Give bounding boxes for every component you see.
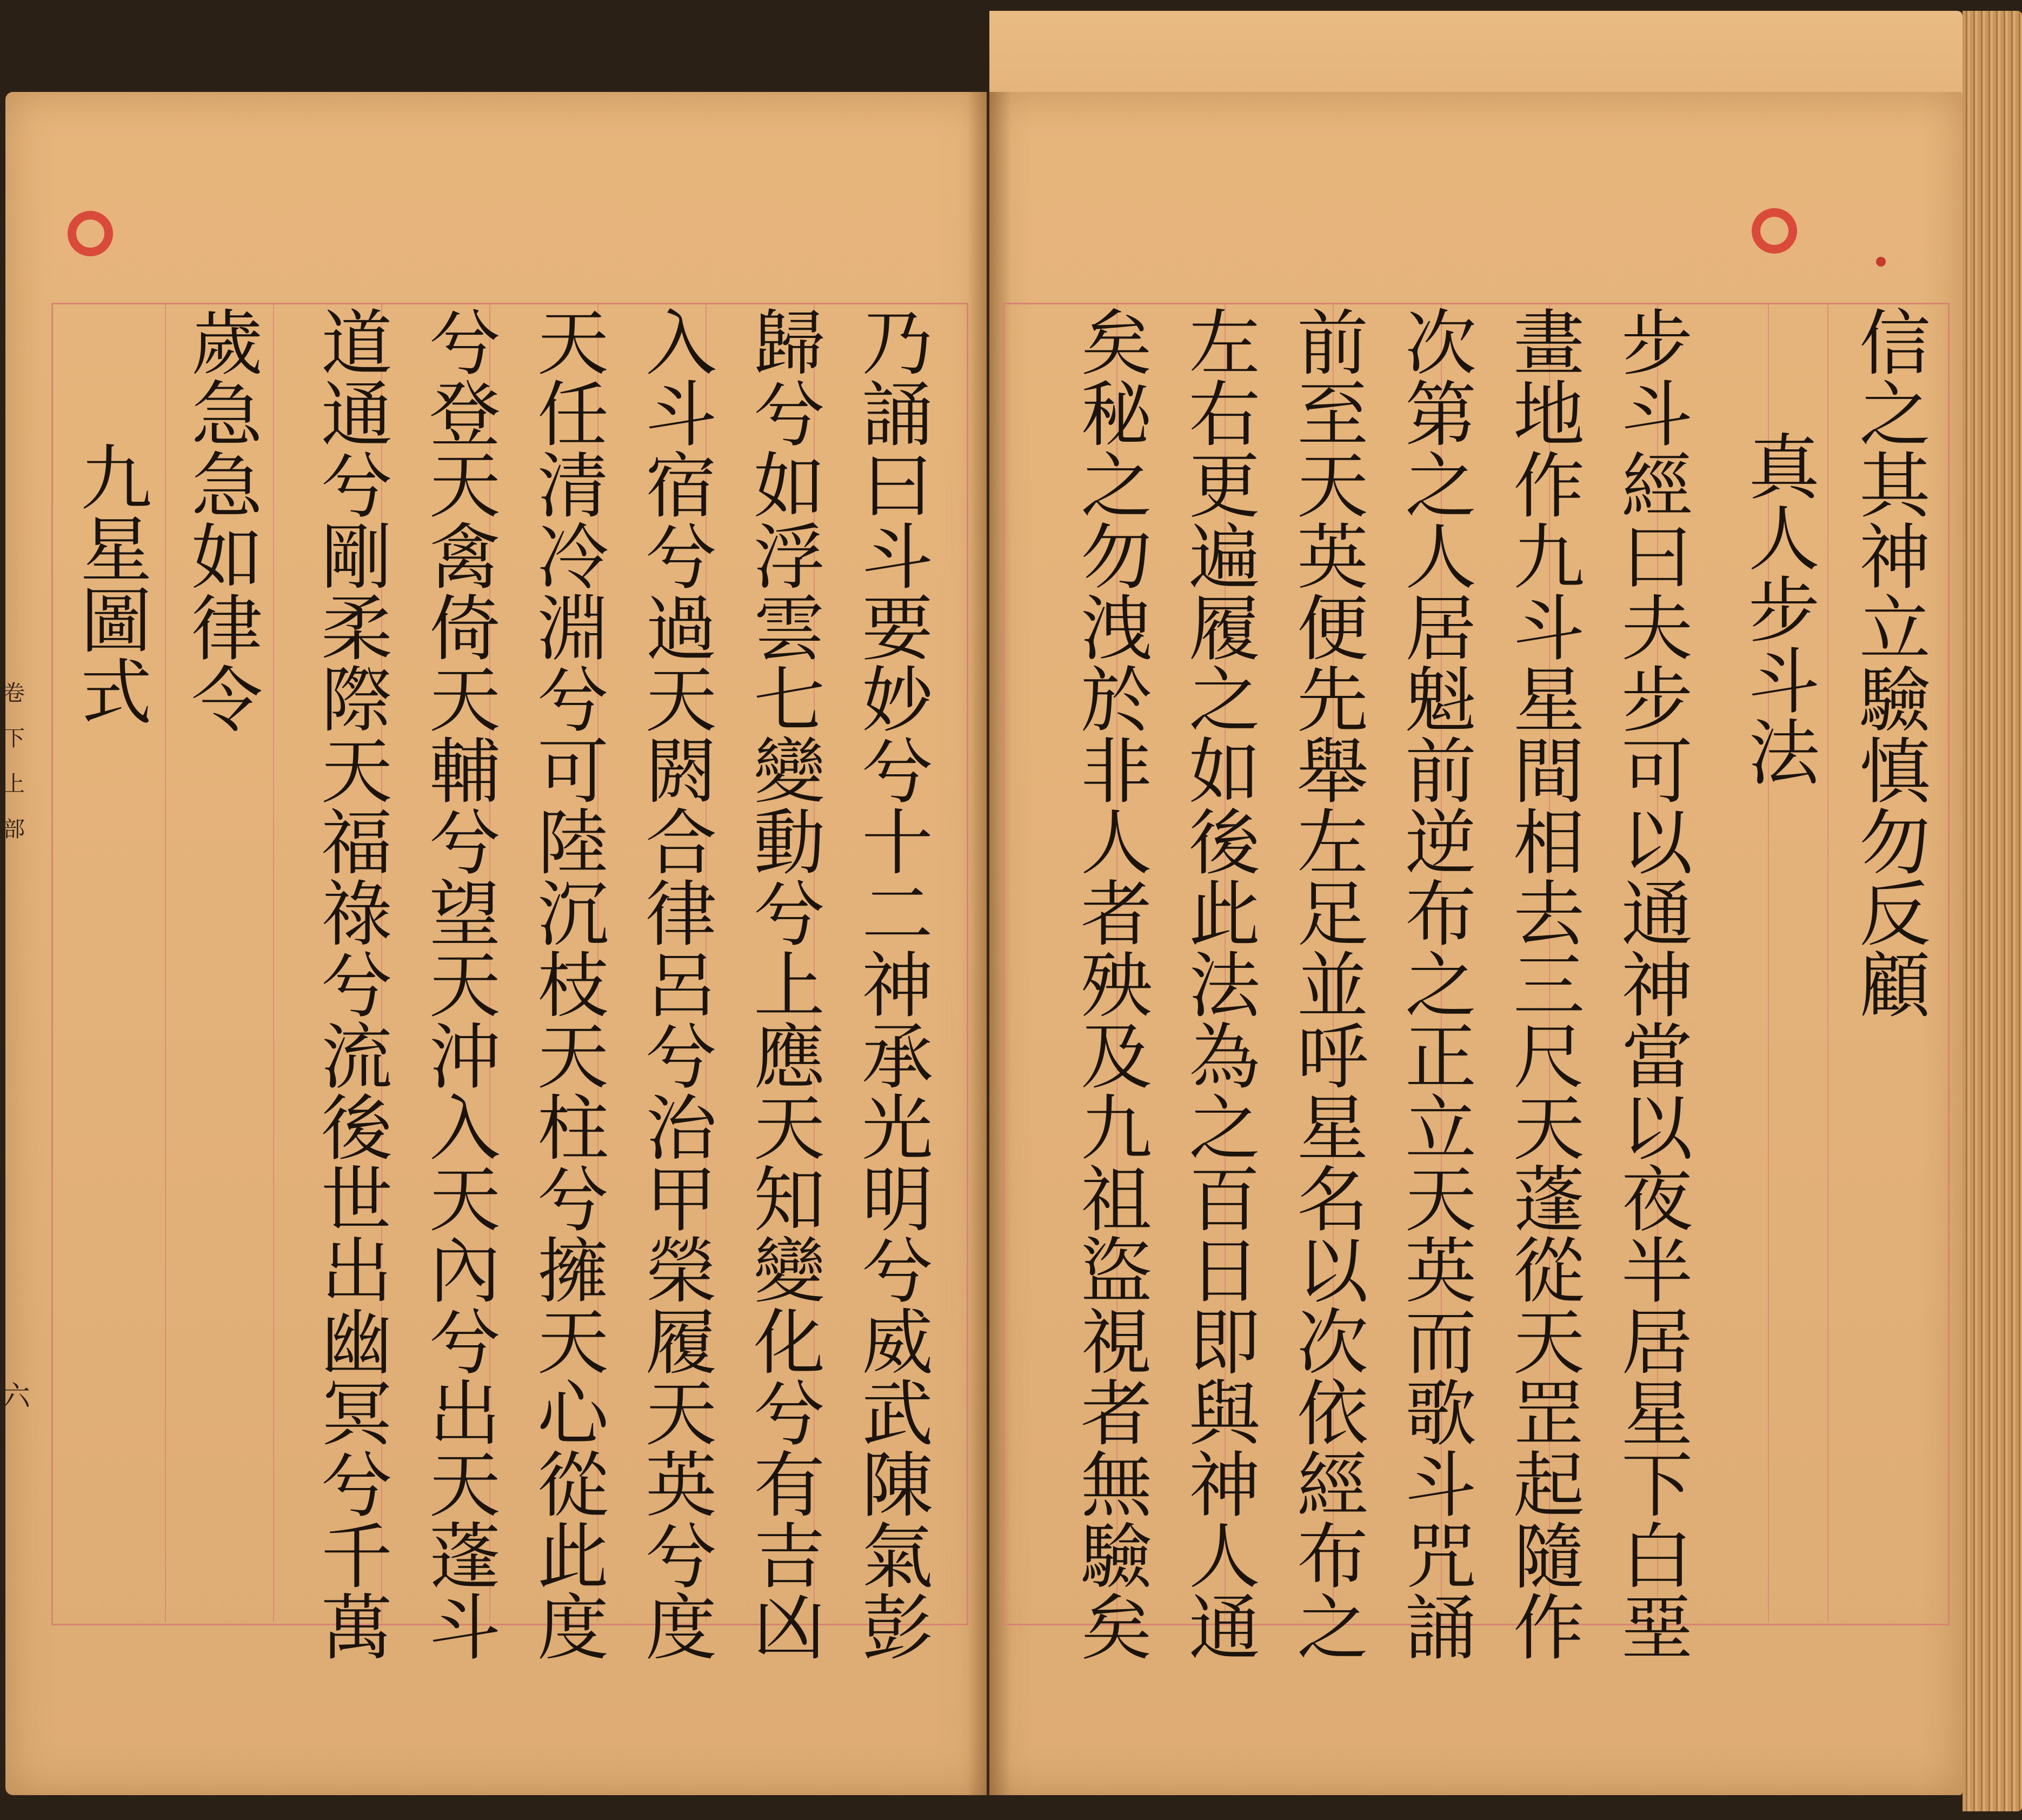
- glyph: 甲: [646, 1159, 717, 1242]
- glyph: 兮: [321, 445, 393, 528]
- glyph: 榮: [646, 1230, 717, 1313]
- glyph: 兮: [429, 802, 501, 885]
- glyph: 陸: [537, 802, 609, 885]
- glyph: 魁: [1405, 659, 1476, 742]
- glyph: 通: [1621, 873, 1693, 957]
- glyph: 驗: [1859, 659, 1931, 742]
- glyph: 吉: [754, 1516, 825, 1599]
- glyph: 履: [646, 1301, 717, 1385]
- glyph: 第: [1405, 374, 1476, 457]
- glyph: 冷: [537, 516, 609, 600]
- red-seal-mark: [1752, 208, 1797, 254]
- red-seal-mark: [68, 211, 113, 256]
- glyph: 下: [1621, 1444, 1693, 1527]
- glyph: 福: [321, 802, 393, 885]
- glyph: 呼: [1297, 1016, 1368, 1099]
- glyph: 殃: [1081, 945, 1152, 1028]
- glyph: 斗: [429, 1587, 501, 1670]
- glyph: 堊: [1621, 1587, 1693, 1670]
- glyph: 後: [1189, 802, 1260, 885]
- glyph: 式: [81, 652, 152, 735]
- glyph: 武: [862, 1373, 933, 1456]
- glyph: 清: [537, 445, 609, 528]
- glyph: 變: [754, 1230, 825, 1313]
- glyph: 歲: [191, 302, 263, 386]
- glyph: 通: [1189, 1587, 1260, 1670]
- glyph: 兮: [646, 516, 717, 600]
- glyph: 彭: [862, 1587, 933, 1670]
- glyph: 步: [1748, 569, 1820, 653]
- page-edges: [1963, 11, 2022, 1811]
- glyph: 勿: [1081, 516, 1152, 600]
- glyph: 兮: [754, 1373, 825, 1456]
- glyph: 流: [321, 1016, 393, 1099]
- glyph: 陳: [862, 1444, 933, 1527]
- glyph: 歌: [1405, 1373, 1476, 1456]
- glyph: 從: [1513, 1230, 1585, 1313]
- glyph: 要: [862, 588, 933, 671]
- glyph: 之: [1189, 659, 1260, 742]
- glyph: 天: [646, 1373, 717, 1456]
- folio-number: 六: [2, 1380, 31, 1413]
- glyph: 即: [1189, 1301, 1260, 1385]
- glyph: 登: [429, 374, 501, 457]
- glyph: 兮: [646, 1016, 717, 1099]
- glyph: 矣: [1081, 1587, 1152, 1670]
- glyph: 二: [862, 873, 933, 957]
- glyph: 入: [646, 302, 717, 386]
- glyph: 左: [1297, 802, 1368, 885]
- glyph: 盜: [1081, 1230, 1152, 1313]
- glyph: 足: [1297, 873, 1368, 957]
- glyph: 明: [862, 1159, 933, 1242]
- glyph: 白: [1621, 1516, 1693, 1599]
- glyph: 英: [1405, 1230, 1476, 1313]
- glyph: 舉: [1297, 730, 1368, 814]
- left-col-7: [173, 302, 281, 742]
- glyph: 出: [429, 1373, 501, 1456]
- glyph: 凶: [754, 1587, 825, 1670]
- glyph: 天: [537, 1301, 609, 1385]
- left-col-3: [627, 302, 735, 1670]
- glyph: 斗: [1405, 1444, 1476, 1527]
- glyph: 隨: [1513, 1516, 1585, 1599]
- glyph: 從: [537, 1444, 609, 1527]
- glyph: 名: [1297, 1159, 1368, 1242]
- glyph: 非: [1081, 730, 1152, 814]
- glyph: 神: [862, 945, 933, 1028]
- glyph: 浮: [754, 516, 825, 600]
- glyph: 神: [1189, 1444, 1260, 1527]
- red-ink-dot: [1876, 257, 1886, 267]
- glyph: 立: [1859, 588, 1931, 671]
- glyph: 人: [1748, 498, 1820, 581]
- glyph: 承: [862, 1016, 933, 1099]
- glyph: 度: [646, 1587, 717, 1670]
- glyph: 倚: [429, 588, 501, 671]
- glyph: 氣: [862, 1516, 933, 1599]
- glyph: 夫: [1621, 588, 1693, 671]
- glyph: 上: [754, 945, 825, 1028]
- glyph: 九: [1513, 516, 1585, 600]
- glyph: 之: [1405, 445, 1476, 528]
- glyph: 治: [646, 1087, 717, 1171]
- glyph: 三: [1513, 945, 1585, 1028]
- glyph: 出: [321, 1230, 393, 1313]
- glyph: 曰: [862, 445, 933, 528]
- glyph: 無: [1081, 1444, 1152, 1527]
- glyph: 下: [3, 726, 25, 751]
- glyph: 神: [1621, 945, 1693, 1028]
- glyph: 應: [754, 1016, 825, 1099]
- glyph: 作: [1513, 445, 1585, 528]
- glyph: 上: [3, 772, 25, 796]
- glyph: 如: [754, 445, 825, 528]
- glyph: 便: [1297, 588, 1368, 671]
- glyph: 起: [1513, 1444, 1585, 1527]
- glyph: 輔: [429, 730, 501, 814]
- glyph: 星: [1621, 1373, 1693, 1456]
- glyph: 及: [1081, 1016, 1152, 1099]
- glyph: 秘: [1081, 374, 1152, 457]
- glyph: 此: [1189, 873, 1260, 957]
- glyph: 九: [1081, 1087, 1152, 1171]
- glyph: 先: [1297, 659, 1368, 742]
- glyph: 天: [754, 1087, 825, 1171]
- glyph: 勿: [1859, 802, 1931, 885]
- glyph: 天: [429, 445, 501, 528]
- right-col-8: [1062, 302, 1170, 1670]
- glyph: 變: [754, 730, 825, 814]
- glyph: 動: [754, 802, 825, 885]
- glyph: 以: [1621, 1087, 1693, 1171]
- glyph: 斗: [1621, 374, 1693, 457]
- glyph: 作: [1513, 1587, 1585, 1670]
- glyph: 夜: [1621, 1159, 1693, 1242]
- glyph: 兮: [537, 1159, 609, 1242]
- glyph: 萬: [321, 1587, 393, 1670]
- glyph: 星: [81, 509, 152, 592]
- glyph: 天: [429, 1159, 501, 1242]
- glyph: 日: [1189, 1230, 1260, 1313]
- glyph: 去: [1513, 873, 1585, 957]
- glyph: 慎: [1859, 730, 1931, 814]
- glyph: 雲: [754, 588, 825, 671]
- glyph: 顧: [1859, 945, 1931, 1028]
- glyph: 履: [1189, 588, 1260, 671]
- glyph: 之: [1297, 1587, 1368, 1670]
- glyph: 心: [537, 1373, 609, 1456]
- glyph: 驗: [1081, 1516, 1152, 1599]
- right-col-2-heading: [1730, 427, 1838, 795]
- glyph: 天: [429, 659, 501, 742]
- glyph: 柔: [321, 588, 393, 671]
- glyph: 兮: [321, 945, 393, 1028]
- glyph: 幽: [321, 1301, 393, 1385]
- glyph: 兮: [429, 302, 501, 386]
- glyph: 天: [646, 659, 717, 742]
- glyph: 律: [646, 873, 717, 957]
- glyph: 千: [321, 1516, 393, 1599]
- glyph: 淵: [537, 588, 609, 671]
- glyph: 洩: [1081, 588, 1152, 671]
- right-col-7: [1170, 302, 1279, 1670]
- glyph: 天: [1513, 1301, 1585, 1385]
- glyph: 兮: [862, 730, 933, 814]
- glyph: 地: [1513, 374, 1585, 457]
- glyph: 之: [1081, 445, 1152, 528]
- glyph: 經: [1297, 1444, 1368, 1527]
- glyph: 而: [1405, 1301, 1476, 1385]
- glyph: 誦: [1405, 1587, 1476, 1670]
- glyph: 逆: [1405, 802, 1476, 885]
- glyph: 圖: [81, 580, 152, 663]
- glyph: 誦: [862, 374, 933, 457]
- left-col-2: [735, 302, 843, 1670]
- glyph: 者: [1081, 873, 1152, 957]
- glyph: 星: [1297, 1087, 1368, 1171]
- left-col-1: [843, 302, 952, 1670]
- glyph: 正: [1405, 1016, 1476, 1099]
- glyph: 百: [1189, 1159, 1260, 1242]
- chapter-margin-label: [2, 670, 26, 852]
- glyph: 部: [3, 817, 25, 842]
- glyph: 天: [429, 945, 501, 1028]
- glyph: 禽: [429, 516, 501, 600]
- glyph: 有: [754, 1444, 825, 1527]
- glyph: 罡: [1513, 1373, 1585, 1456]
- glyph: 前: [1405, 730, 1476, 814]
- glyph: 法: [1189, 945, 1260, 1028]
- glyph: 急: [191, 445, 263, 528]
- glyph: 真: [1748, 427, 1820, 510]
- glyph: 合: [646, 802, 717, 885]
- glyph: 沖: [429, 1016, 501, 1099]
- glyph: 反: [1859, 873, 1931, 957]
- glyph: 布: [1405, 873, 1476, 957]
- glyph: 次: [1405, 302, 1476, 386]
- glyph: 歸: [754, 302, 825, 386]
- glyph: 英: [1297, 516, 1368, 600]
- glyph: 布: [1297, 1516, 1368, 1599]
- glyph: 九: [81, 437, 152, 521]
- glyph: 天: [429, 1444, 501, 1527]
- glyph: 天: [321, 730, 393, 814]
- glyph: 人: [1405, 516, 1476, 600]
- glyph: 祿: [321, 873, 393, 957]
- glyph: 斗: [1513, 588, 1585, 671]
- glyph: 以: [1297, 1230, 1368, 1313]
- left-col-8-heading: [62, 437, 170, 735]
- glyph: 左: [1189, 302, 1260, 386]
- glyph: 斗: [1748, 641, 1820, 724]
- glyph: 其: [1859, 445, 1931, 528]
- glyph: 兮: [537, 659, 609, 742]
- glyph: 立: [1405, 1087, 1476, 1171]
- glyph: 居: [1621, 1301, 1693, 1385]
- glyph: 可: [537, 730, 609, 814]
- glyph: 如: [191, 516, 263, 600]
- glyph: 天: [1513, 1087, 1585, 1171]
- glyph: 枝: [537, 945, 609, 1028]
- glyph: 與: [1189, 1373, 1260, 1456]
- glyph: 經: [1621, 445, 1693, 528]
- glyph: 步: [1621, 659, 1693, 742]
- glyph: 沉: [537, 873, 609, 957]
- glyph: 於: [1081, 659, 1152, 742]
- glyph: 威: [862, 1301, 933, 1385]
- glyph: 當: [1621, 1016, 1693, 1099]
- glyph: 神: [1859, 516, 1931, 600]
- glyph: 斗: [646, 374, 717, 457]
- glyph: 之: [1405, 945, 1476, 1028]
- glyph: 之: [1189, 1087, 1260, 1171]
- glyph: 過: [646, 588, 717, 671]
- glyph: 法: [1748, 712, 1820, 795]
- glyph: 人: [1189, 1516, 1260, 1599]
- right-col-5: [1387, 302, 1495, 1670]
- glyph: 曰: [1621, 516, 1693, 600]
- glyph: 世: [321, 1159, 393, 1242]
- glyph: 可: [1621, 730, 1693, 814]
- glyph: 急: [191, 374, 263, 457]
- glyph: 通: [321, 374, 393, 457]
- glyph: 七: [754, 659, 825, 742]
- glyph: 星: [1513, 659, 1585, 742]
- glyph: 乃: [862, 302, 933, 386]
- glyph: 天: [537, 1016, 609, 1099]
- glyph: 之: [1859, 374, 1931, 457]
- glyph: 知: [754, 1159, 825, 1242]
- glyph: 剛: [321, 516, 393, 600]
- glyph: 兮: [754, 374, 825, 457]
- glyph: 兮: [862, 1230, 933, 1313]
- glyph: 為: [1189, 1016, 1260, 1099]
- glyph: 居: [1405, 588, 1476, 671]
- glyph: 擁: [537, 1230, 609, 1313]
- glyph: 際: [321, 659, 393, 742]
- glyph: 祖: [1081, 1159, 1152, 1242]
- glyph: 度: [537, 1587, 609, 1670]
- glyph: 後: [321, 1087, 393, 1171]
- glyph: 人: [1081, 802, 1152, 885]
- glyph: 以: [1621, 802, 1693, 885]
- glyph: 令: [191, 659, 263, 742]
- glyph: 者: [1081, 1373, 1152, 1456]
- glyph: 天: [1405, 1159, 1476, 1242]
- glyph: 遍: [1189, 516, 1260, 600]
- glyph: 右: [1189, 374, 1260, 457]
- glyph: 依: [1297, 1373, 1368, 1456]
- glyph: 前: [1297, 302, 1368, 386]
- glyph: 間: [1513, 730, 1585, 814]
- glyph: 次: [1297, 1301, 1368, 1385]
- glyph: 兮: [429, 1301, 501, 1385]
- glyph: 兮: [754, 873, 825, 957]
- glyph: 光: [862, 1087, 933, 1171]
- glyph: 入: [429, 1087, 501, 1171]
- glyph: 天: [1297, 445, 1368, 528]
- glyph: 尺: [1513, 1016, 1585, 1099]
- glyph: 半: [1621, 1230, 1693, 1313]
- glyph: 兮: [321, 1444, 393, 1527]
- right-col-3: [1603, 302, 1711, 1670]
- glyph: 矣: [1081, 302, 1152, 386]
- right-col-4: [1495, 302, 1603, 1670]
- glyph: 望: [429, 873, 501, 957]
- right-col-1: [1841, 302, 1949, 1028]
- glyph: 畫: [1513, 302, 1585, 386]
- glyph: 至: [1297, 374, 1368, 457]
- glyph: 此: [537, 1516, 609, 1599]
- left-col-5: [411, 302, 519, 1670]
- right-col-6: [1279, 302, 1387, 1670]
- glyph: 天: [537, 302, 609, 386]
- glyph: 內: [429, 1230, 501, 1313]
- glyph: 化: [754, 1301, 825, 1385]
- glyph: 視: [1081, 1301, 1152, 1385]
- glyph: 英: [646, 1444, 717, 1527]
- glyph: 道: [321, 302, 393, 386]
- glyph: 律: [191, 588, 263, 671]
- glyph: 更: [1189, 445, 1260, 528]
- glyph: 呂: [646, 945, 717, 1028]
- glyph: 蓬: [1513, 1159, 1585, 1242]
- glyph: 兮: [646, 1516, 717, 1599]
- left-col-4: [519, 302, 627, 1670]
- glyph: 咒: [1405, 1516, 1476, 1599]
- glyph: 信: [1859, 302, 1931, 386]
- glyph: 卷: [3, 681, 25, 706]
- glyph: 柱: [537, 1087, 609, 1171]
- glyph: 十: [862, 802, 933, 885]
- glyph: 並: [1297, 945, 1368, 1028]
- glyph: 蓬: [429, 1516, 501, 1599]
- glyph: 斗: [862, 516, 933, 600]
- glyph: 任: [537, 374, 609, 457]
- glyph: 如: [1189, 730, 1260, 814]
- glyph: 閼: [646, 730, 717, 814]
- left-col-6: [303, 302, 411, 1670]
- glyph: 妙: [862, 659, 933, 742]
- glyph: 冥: [321, 1373, 393, 1456]
- glyph: 宿: [646, 445, 717, 528]
- glyph: 相: [1513, 802, 1585, 885]
- glyph: 步: [1621, 302, 1693, 386]
